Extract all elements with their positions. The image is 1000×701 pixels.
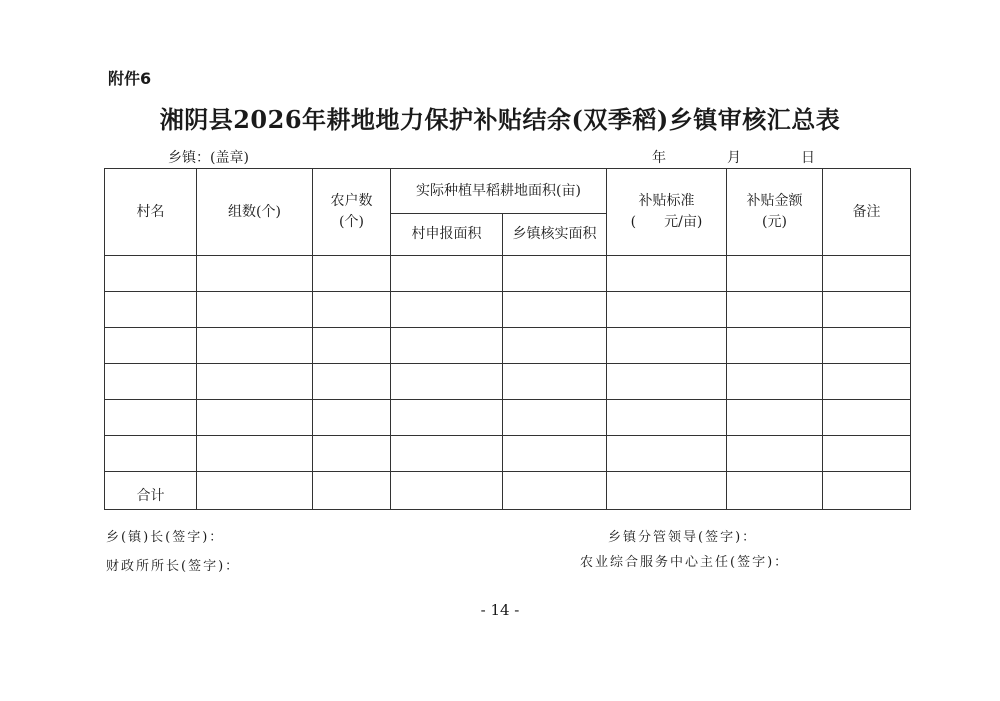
- table-row: [105, 436, 911, 472]
- header-row-1: [105, 169, 911, 214]
- signature-finance: 财政所所长(签字)：: [106, 559, 241, 574]
- date-day: 日: [801, 150, 815, 166]
- header-area-village: 村申报面积: [391, 214, 503, 256]
- township-seal-label: 乡镇：(盖章): [168, 150, 249, 166]
- header-amount-line1: 补贴金额: [746, 193, 803, 209]
- header-village: 村名: [105, 169, 197, 256]
- total-label: 合计: [105, 472, 197, 510]
- header-amount: [727, 169, 823, 256]
- table-row: [105, 328, 911, 364]
- header-households: [313, 169, 391, 256]
- header-standard-line2: ( 元/亩): [630, 214, 703, 230]
- total-row: [105, 472, 911, 510]
- header-households-line1: 农户数: [330, 193, 373, 209]
- attachment-label: 附件6: [108, 69, 152, 88]
- page-number: - 14 -: [480, 601, 520, 619]
- date-year: 年: [652, 150, 666, 166]
- header-remarks: 备注: [823, 169, 911, 256]
- header-amount-line2: (元): [762, 214, 787, 230]
- header-households-line2: (个): [339, 214, 364, 230]
- table-row: [105, 256, 911, 292]
- header-standard: [607, 169, 727, 256]
- signature-leader: 乡镇分管领导(签字)：: [608, 530, 758, 545]
- signature-agri-center: 农业综合服务中心主任(签字)：: [580, 555, 790, 570]
- table-row: [105, 400, 911, 436]
- summary-table: [104, 168, 911, 510]
- signature-mayor: 乡(镇)长(签字)：: [106, 530, 225, 545]
- header-groups: 组数(个): [197, 169, 313, 256]
- table-row: [105, 292, 911, 328]
- table-row: [105, 364, 911, 400]
- document-title: 湘阴县2026年耕地地力保护补贴结余(双季稻)乡镇审核汇总表: [159, 105, 841, 134]
- header-area-town: 乡镇核实面积: [503, 214, 607, 256]
- header-area-group: 实际种植早稻耕地面积(亩): [391, 169, 607, 214]
- date-month: 月: [727, 150, 741, 166]
- header-standard-line1: 补贴标准: [638, 193, 695, 209]
